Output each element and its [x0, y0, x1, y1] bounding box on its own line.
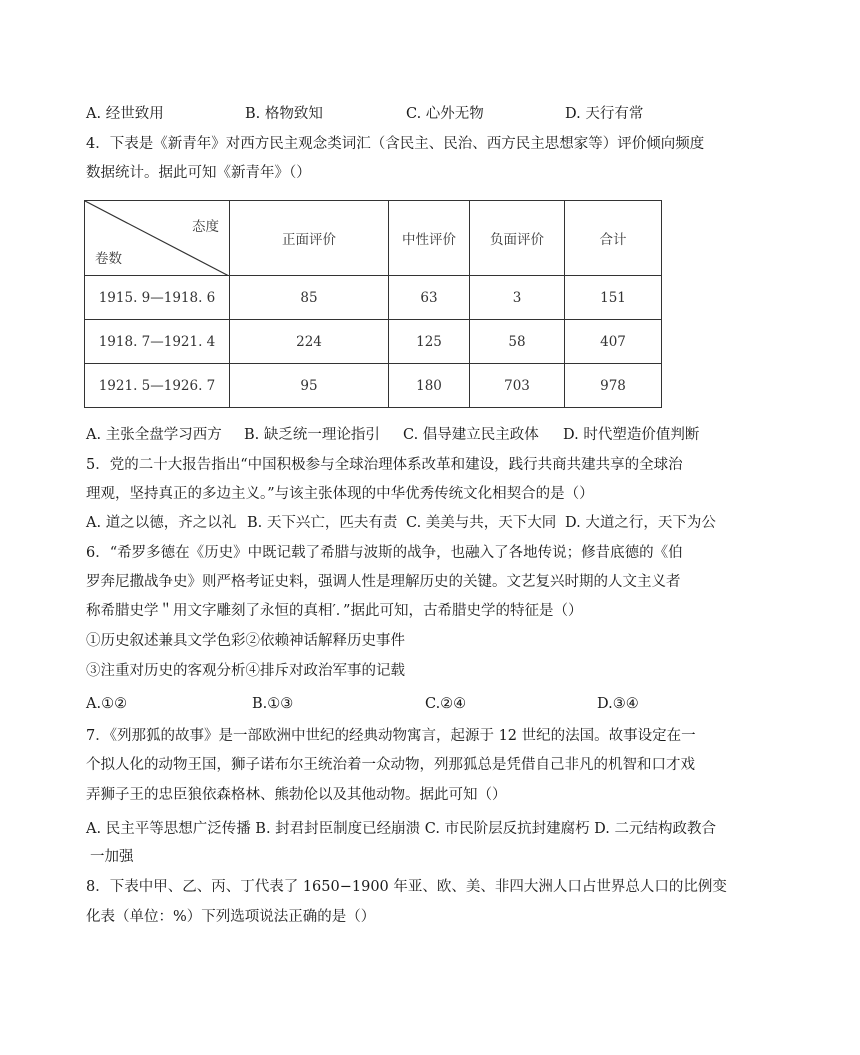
q4-option-c: C. 倡导建立民主政体: [403, 427, 539, 443]
q4-option-b: B. 缺乏统一理论指引: [244, 427, 380, 443]
row-cell: 125: [389, 320, 470, 364]
row-cell: 85: [230, 276, 389, 320]
row-cell: 180: [389, 364, 470, 408]
header-negative: 负面评价: [470, 201, 565, 276]
q6-option-a: A.①②: [86, 696, 128, 712]
q6-option-b: B.①③: [252, 696, 294, 712]
q7-stem-line3: 弄狮子王的忠臣狼依森格林、熊勃伦以及其他动物。据此可知（）: [86, 787, 507, 803]
q3-option-d: D. 天行有常: [565, 106, 644, 122]
q5-option-c: C. 美美与共，天下大同: [406, 515, 557, 531]
header-total: 合计: [565, 201, 662, 276]
q6-item-line1: ①历史叙述兼具文学色彩②依赖神话解释历史事件: [86, 633, 405, 649]
table-corner-cell: [85, 201, 230, 276]
row-cell: 95: [230, 364, 389, 408]
q3-option-a: A. 经世致用: [86, 106, 164, 122]
q3-option-b: B. 格物致知: [245, 106, 323, 122]
row-cell: 703: [470, 364, 565, 408]
q4-data-table: [84, 200, 662, 408]
q3-options: [86, 104, 776, 124]
q6-stem-line3: 称希腊史学＂用文字雕刻了永恒的真相′．”据此可知，古希腊史学的特征是（）: [86, 603, 583, 619]
q6-stem-line1: 6．“希罗多德在《历史》中既记载了希腊与波斯的战争，也融入了各地传说；修昔底德的《伯: [86, 545, 683, 561]
q6-option-c: C.②④: [425, 696, 467, 712]
q4-stem-line1: 4．下表是《新青年》对西方民主观念类词汇（含民主、民治、西方民主思想家等）评价倾向频度: [86, 136, 705, 152]
corner-top-label: 态度: [192, 219, 219, 235]
row-cell: 224: [230, 320, 389, 364]
q5-option-a: A. 道之以德，齐之以礼: [86, 515, 237, 531]
q5-options: [86, 513, 776, 533]
q7-options-line1: A. 民主平等思想广泛传播 B. 封君封臣制度已经崩溃 C. 市民阶层反抗封建腐朽 D. 二元结构政教合: [86, 821, 717, 837]
row-cell: 151: [565, 276, 662, 320]
q6-stem-line2: 罗奔尼撒战争史》则严格考证史料，强调人性是理解历史的关键。文艺复兴时期的人文主义者: [86, 574, 681, 590]
row-cell: 3: [470, 276, 565, 320]
q6-item-line2: ③注重对历史的客观分析④排斥对政治军事的记载: [86, 663, 405, 679]
row-period: 1918. 7—1921. 4: [85, 320, 230, 364]
corner-bottom-label: 卷数: [95, 251, 122, 267]
row-cell: 63: [389, 276, 470, 320]
row-cell: 407: [565, 320, 662, 364]
header-positive: 正面评价: [230, 201, 389, 276]
q4-option-d: D. 时代塑造价值判断: [563, 427, 700, 443]
q7-stem-line1: 7．《列那狐的故事》是一部欧洲中世纪的经典动物寓言，起源于 12 世纪的法国。故事设定在一: [86, 728, 696, 744]
q4-option-a: A. 主张全盘学习西方: [86, 427, 222, 443]
q5-stem-line2: 理观，坚持真正的多边主义。”与该主张体现的中华优秀传统文化相契合的是（）: [86, 486, 594, 502]
table-row: [85, 320, 662, 364]
q3-option-c: C. 心外无物: [406, 106, 484, 122]
row-cell: 58: [470, 320, 565, 364]
q7-options-line2: 一加强: [90, 849, 134, 865]
q6-options: [86, 694, 776, 714]
q5-stem-line1: 5．党的二十大报告指出“中国积极参与全球治理体系改革和建设，践行共商共建共享的全球治: [86, 457, 683, 473]
q7-stem-line2: 个拟人化的动物王国，狮子诺布尔王统治着一众动物，列那狐总是凭借自己非凡的机智和口才戏: [86, 757, 695, 773]
header-neutral: 中性评价: [389, 201, 470, 276]
table-row: [85, 364, 662, 408]
row-period: 1921. 5—1926. 7: [85, 364, 230, 408]
q5-option-b: B. 天下兴亡，匹夫有责: [247, 515, 398, 531]
q8-stem-line2: 化表（单位：%）下列选项说法正确的是（）: [86, 909, 376, 925]
q4-stem-line2: 数据统计。据此可知《新青年》（）: [86, 165, 311, 181]
q5-option-d: D. 大道之行，天下为公: [565, 515, 716, 531]
q8-stem-line1: 8．下表中甲、乙、丙、丁代表了 1650−1900 年亚、欧、美、非四大洲人口占世界总人口的比例变: [86, 879, 727, 895]
q4-options: [86, 425, 776, 445]
q6-option-d: D.③④: [597, 696, 639, 712]
row-cell: 978: [565, 364, 662, 408]
row-period: 1915. 9—1918. 6: [85, 276, 230, 320]
table-row: [85, 276, 662, 320]
